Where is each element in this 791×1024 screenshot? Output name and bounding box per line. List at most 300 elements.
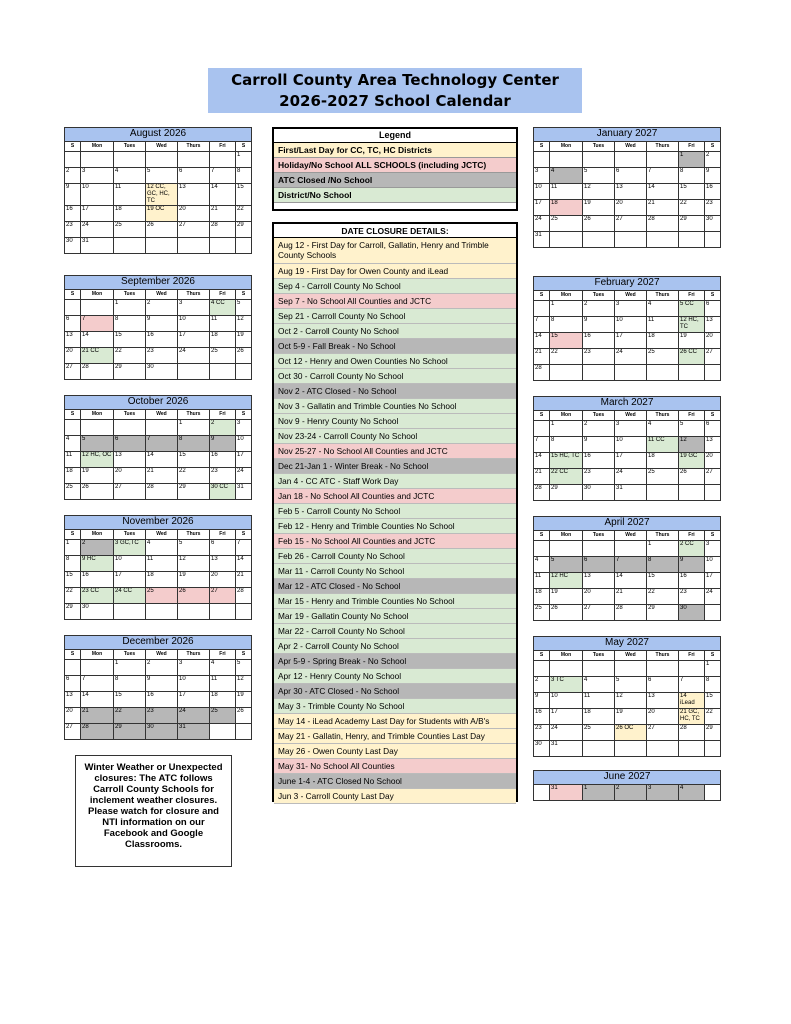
day-cell: 12 <box>236 316 252 332</box>
empty-cell <box>615 541 647 557</box>
week-row <box>65 332 252 348</box>
day-cell: 1 <box>65 540 81 556</box>
day-cell: 12 <box>178 556 210 572</box>
day-header: Fri <box>210 290 236 300</box>
empty-cell <box>81 300 114 316</box>
empty-cell <box>550 152 583 168</box>
day-cell: 6 <box>705 301 721 317</box>
month-name: June 2027 <box>534 771 721 785</box>
closure-details-list <box>274 238 516 804</box>
day-cell: 23 CC <box>81 588 114 604</box>
day-cell: 5 <box>583 168 615 184</box>
empty-cell <box>146 152 178 168</box>
empty-cell <box>647 485 679 501</box>
day-cell: 16 <box>81 572 114 588</box>
day-cell: 12 HC <box>550 573 583 589</box>
day-cell: 30 <box>146 364 178 380</box>
day-cell: 4 <box>146 540 178 556</box>
day-cell: 27 <box>705 469 721 485</box>
week-row <box>65 588 252 604</box>
day-header: Tues <box>583 291 615 301</box>
week-row <box>534 785 721 801</box>
empty-cell <box>178 604 210 620</box>
day-cell: 9 <box>65 184 81 206</box>
day-cell: 15 <box>550 333 583 349</box>
day-cell: 15 <box>114 692 146 708</box>
day-cell: 6 <box>114 436 146 452</box>
day-cell: 21 <box>146 468 178 484</box>
day-cell: 15 <box>65 572 81 588</box>
week-row <box>65 572 252 588</box>
day-header: Thurs <box>647 142 679 152</box>
day-cell: 15 <box>679 184 705 200</box>
empty-cell <box>615 661 647 677</box>
day-cell: 9 <box>583 317 615 333</box>
day-cell: 29 <box>236 222 252 238</box>
day-cell: 28 <box>210 222 236 238</box>
closure-detail-item: May 21 - Gallatin, Henry, and Trimble Counties Last Day <box>274 729 516 744</box>
closure-detail-item: May 3 - Trimble County No School <box>274 699 516 714</box>
day-cell: 1 <box>114 660 146 676</box>
day-cell: 8 <box>647 557 679 573</box>
day-cell: 29 <box>114 364 146 380</box>
day-header: Fri <box>679 651 705 661</box>
empty-cell <box>705 785 721 801</box>
day-cell: 14 <box>210 184 236 206</box>
empty-cell <box>705 365 721 381</box>
closure-detail-item: Nov 23-24 - Carroll County No School <box>274 429 516 444</box>
day-cell: 2 <box>534 677 550 693</box>
week-row <box>534 437 721 453</box>
day-cell: 3 <box>534 168 550 184</box>
day-header: Mon <box>81 530 114 540</box>
empty-cell <box>583 232 615 248</box>
week-row <box>534 677 721 693</box>
week-row <box>65 708 252 724</box>
weather-note <box>75 755 232 867</box>
day-cell: 7 <box>534 317 550 333</box>
empty-cell <box>178 238 210 254</box>
day-header: Wed <box>615 651 647 661</box>
day-cell: 6 <box>65 676 81 692</box>
day-header: Thurs <box>647 291 679 301</box>
closure-detail-item: Nov 9 - Henry County No School <box>274 414 516 429</box>
day-cell: 21 <box>615 589 647 605</box>
day-cell: 2 CC <box>679 541 705 557</box>
day-header: Wed <box>146 410 178 420</box>
day-cell: 18 <box>647 453 679 469</box>
week-row <box>65 468 252 484</box>
day-cell: 18 <box>583 709 615 725</box>
day-header: Thurs <box>178 650 210 660</box>
month-name: September 2026 <box>65 276 252 290</box>
day-cell: 12 <box>615 693 647 709</box>
empty-cell <box>679 741 705 757</box>
day-cell: 14 <box>647 184 679 200</box>
day-cell: 19 OC <box>146 206 178 222</box>
day-cell: 27 <box>65 364 81 380</box>
empty-cell <box>647 661 679 677</box>
week-row <box>534 317 721 333</box>
day-cell: 26 CC <box>679 349 705 365</box>
day-cell: 18 <box>146 572 178 588</box>
day-cell: 21 GC, HC, TC <box>679 709 705 725</box>
day-cell: 9 <box>146 316 178 332</box>
day-cell: 15 <box>114 332 146 348</box>
day-cell: 31 <box>550 785 583 801</box>
closure-detail-item: May 14 - iLead Academy Last Day for Students with A/B's <box>274 714 516 729</box>
day-header: Fri <box>679 142 705 152</box>
day-cell: 30 <box>705 216 721 232</box>
day-cell: 19 <box>679 333 705 349</box>
day-cell: 16 <box>210 452 236 468</box>
day-cell: 11 CC <box>647 437 679 453</box>
day-cell: 30 <box>81 604 114 620</box>
day-cell: 23 <box>705 200 721 216</box>
day-cell: 23 <box>146 708 178 724</box>
day-header: S <box>705 651 721 661</box>
day-cell: 3 TC <box>550 677 583 693</box>
day-cell: 5 <box>146 168 178 184</box>
day-header: Fri <box>679 531 705 541</box>
week-row <box>534 184 721 200</box>
closure-detail-item: Apr 5-9 - Spring Break - No School <box>274 654 516 669</box>
week-row <box>65 660 252 676</box>
legend-item: Holiday/No School ALL SCHOOLS (including JCTC) <box>274 158 516 173</box>
weather-note-heading: Winter Weather or Unexpected closures: <box>84 762 223 784</box>
day-cell: 7 <box>146 436 178 452</box>
day-cell: 11 <box>65 452 81 468</box>
day-cell: 21 <box>236 572 252 588</box>
closure-detail-item: Nov 25-27 - No School All Counties and JCTC <box>274 444 516 459</box>
day-cell: 8 <box>550 317 583 333</box>
day-cell: 26 <box>146 222 178 238</box>
day-cell: 27 <box>647 725 679 741</box>
day-cell: 12 <box>236 676 252 692</box>
day-cell: 19 <box>236 332 252 348</box>
empty-cell <box>550 661 583 677</box>
day-cell: 9 <box>583 437 615 453</box>
day-cell: 19 <box>236 692 252 708</box>
day-cell: 22 <box>679 200 705 216</box>
closure-detail-item: Apr 12 - Henry County No School <box>274 669 516 684</box>
day-header: S <box>65 650 81 660</box>
day-cell: 23 <box>583 469 615 485</box>
day-cell: 16 <box>146 332 178 348</box>
day-cell: 21 CC <box>81 348 114 364</box>
week-row <box>534 453 721 469</box>
day-cell: 4 <box>550 168 583 184</box>
day-cell: 13 <box>210 556 236 572</box>
day-cell: 23 <box>583 349 615 365</box>
empty-cell <box>534 152 550 168</box>
week-row <box>65 206 252 222</box>
day-cell: 18 <box>210 692 236 708</box>
day-cell: 17 <box>615 333 647 349</box>
day-cell: 6 <box>615 168 647 184</box>
day-cell: 20 <box>705 333 721 349</box>
day-cell: 22 <box>178 468 210 484</box>
day-header: Tues <box>114 142 146 152</box>
empty-cell <box>647 365 679 381</box>
day-cell: 16 <box>705 184 721 200</box>
day-cell: 20 <box>65 708 81 724</box>
closure-detail-item: May 31- No School All Counties <box>274 759 516 774</box>
week-row <box>534 725 721 741</box>
day-cell: 3 <box>178 660 210 676</box>
empty-cell <box>534 421 550 437</box>
day-header: Mon <box>81 650 114 660</box>
week-row <box>65 168 252 184</box>
day-cell: 6 <box>178 168 210 184</box>
closure-detail-item: Mar 12 - ATC Closed - No School <box>274 579 516 594</box>
day-cell: 2 <box>81 540 114 556</box>
day-cell: 29 <box>679 216 705 232</box>
day-header: Mon <box>81 142 114 152</box>
day-cell: 30 <box>583 485 615 501</box>
day-cell: 23 <box>65 222 81 238</box>
closure-detail-item: Sep 4 - Carroll County No School <box>274 279 516 294</box>
day-cell: 28 <box>615 605 647 621</box>
month-name: October 2026 <box>65 396 252 410</box>
day-cell: 31 <box>178 724 210 740</box>
day-cell: 22 <box>647 589 679 605</box>
day-cell: 16 <box>679 573 705 589</box>
day-cell: 28 <box>81 364 114 380</box>
day-cell: 4 <box>65 436 81 452</box>
day-cell: 24 <box>705 589 721 605</box>
day-cell: 25 <box>65 484 81 500</box>
closure-detail-item: Mar 19 - Gallatin County No School <box>274 609 516 624</box>
empty-cell <box>178 152 210 168</box>
day-cell: 3 <box>236 420 252 436</box>
day-cell: 3 <box>615 301 647 317</box>
empty-cell <box>705 605 721 621</box>
week-row <box>65 436 252 452</box>
week-row <box>65 152 252 168</box>
empty-cell <box>583 365 615 381</box>
closure-detail-item: June 1-4 - ATC Closed No School <box>274 774 516 789</box>
day-cell: 26 <box>679 469 705 485</box>
day-header: Fri <box>210 142 236 152</box>
day-cell: 28 <box>647 216 679 232</box>
empty-cell <box>65 300 81 316</box>
closure-detail-item: Mar 15 - Henry and Trimble Counties No School <box>274 594 516 609</box>
closure-details-heading: DATE CLOSURE DETAILS: <box>274 224 516 238</box>
empty-cell <box>146 604 178 620</box>
week-row <box>65 348 252 364</box>
day-cell: 12 <box>583 184 615 200</box>
day-cell: 14 <box>615 573 647 589</box>
week-row <box>534 557 721 573</box>
closure-detail-item: Apr 2 - Carroll County No School <box>274 639 516 654</box>
day-header: Wed <box>615 411 647 421</box>
day-cell: 5 <box>236 660 252 676</box>
week-row <box>65 364 252 380</box>
day-cell: 13 <box>65 692 81 708</box>
day-cell: 1 <box>679 152 705 168</box>
day-cell: 25 <box>210 348 236 364</box>
empty-cell <box>210 724 236 740</box>
day-cell: 7 <box>679 677 705 693</box>
day-cell: 13 <box>615 184 647 200</box>
day-header: Wed <box>615 531 647 541</box>
day-cell: 20 <box>210 572 236 588</box>
day-header: S <box>236 650 252 660</box>
day-header: S <box>236 142 252 152</box>
week-row <box>65 222 252 238</box>
day-cell: 24 <box>178 348 210 364</box>
closure-detail-item: Mar 22 - Carroll County No School <box>274 624 516 639</box>
empty-cell <box>210 364 236 380</box>
day-cell: 27 <box>114 484 146 500</box>
day-cell: 30 <box>146 724 178 740</box>
day-cell: 7 <box>210 168 236 184</box>
week-row <box>534 301 721 317</box>
day-header: Wed <box>146 142 178 152</box>
closure-detail-item: May 26 - Owen County Last Day <box>274 744 516 759</box>
day-cell: 3 <box>178 300 210 316</box>
day-cell: 5 <box>178 540 210 556</box>
empty-cell <box>583 741 615 757</box>
day-cell: 10 <box>550 693 583 709</box>
week-row <box>534 709 721 725</box>
day-cell: 22 CC <box>550 469 583 485</box>
day-header: S <box>65 530 81 540</box>
month-name: April 2027 <box>534 517 721 531</box>
day-cell: 1 <box>114 300 146 316</box>
day-cell: 18 <box>550 200 583 216</box>
week-row <box>65 238 252 254</box>
closure-detail-item: Nov 2 - ATC Closed - No School <box>274 384 516 399</box>
closure-detail-item: Sep 21 - Carroll County No School <box>274 309 516 324</box>
day-cell: 14 <box>81 692 114 708</box>
day-cell: 3 <box>647 785 679 801</box>
empty-cell <box>236 364 252 380</box>
day-cell: 15 <box>647 573 679 589</box>
day-header: Tues <box>114 650 146 660</box>
day-cell: 3 GC,TC <box>114 540 146 556</box>
empty-cell <box>550 232 583 248</box>
closure-detail-item: Nov 3 - Gallatin and Trimble Counties No School <box>274 399 516 414</box>
day-cell: 26 <box>583 216 615 232</box>
day-cell: 23 <box>679 589 705 605</box>
day-cell: 18 <box>114 206 146 222</box>
week-row <box>534 693 721 709</box>
calendar-october-2026 <box>64 395 252 500</box>
day-header: Mon <box>550 291 583 301</box>
empty-cell <box>210 238 236 254</box>
day-cell: 20 <box>114 468 146 484</box>
empty-cell <box>679 365 705 381</box>
day-header: Wed <box>146 530 178 540</box>
day-header: Thurs <box>647 531 679 541</box>
day-header: Fri <box>210 530 236 540</box>
day-cell: 17 <box>178 692 210 708</box>
day-cell: 26 <box>178 588 210 604</box>
day-header: S <box>534 291 550 301</box>
day-cell: 25 <box>550 216 583 232</box>
day-header: Tues <box>114 290 146 300</box>
calendar-january-2027 <box>533 127 721 248</box>
day-cell: 28 <box>534 365 550 381</box>
closure-detail-item: Jan 4 - CC ATC - Staff Work Day <box>274 474 516 489</box>
day-cell: 1 <box>647 541 679 557</box>
empty-cell <box>146 238 178 254</box>
week-row <box>534 365 721 381</box>
day-cell: 21 <box>210 206 236 222</box>
day-cell: 4 <box>647 421 679 437</box>
empty-cell <box>647 152 679 168</box>
day-cell: 25 <box>583 725 615 741</box>
empty-cell <box>550 541 583 557</box>
empty-cell <box>615 741 647 757</box>
day-cell: 15 <box>178 452 210 468</box>
day-cell: 28 <box>146 484 178 500</box>
day-cell: 28 <box>236 588 252 604</box>
week-row <box>65 300 252 316</box>
day-header: Tues <box>114 410 146 420</box>
day-cell: 7 <box>81 676 114 692</box>
legend-box <box>272 127 518 211</box>
day-cell: 9 HC <box>81 556 114 572</box>
week-row <box>534 605 721 621</box>
day-cell: 23 <box>210 468 236 484</box>
empty-cell <box>81 660 114 676</box>
day-cell: 20 <box>583 589 615 605</box>
day-header: Fri <box>679 411 705 421</box>
day-cell: 4 <box>679 785 705 801</box>
day-cell: 8 <box>114 316 146 332</box>
day-cell: 17 <box>615 453 647 469</box>
title-line-1: Carroll County Area Technology Center <box>231 71 559 89</box>
day-cell: 11 <box>146 556 178 572</box>
empty-cell <box>679 232 705 248</box>
day-cell: 4 <box>210 660 236 676</box>
day-cell: 1 <box>550 301 583 317</box>
day-header: Mon <box>81 290 114 300</box>
empty-cell <box>705 232 721 248</box>
day-cell: 10 <box>114 556 146 572</box>
closure-detail-item: Jun 3 - Carroll County Last Day <box>274 789 516 804</box>
closure-detail-item: Oct 5-9 - Fall Break - No School <box>274 339 516 354</box>
calendar-april-2027 <box>533 516 721 621</box>
day-cell: 5 <box>81 436 114 452</box>
day-cell: 29 <box>550 485 583 501</box>
week-row <box>534 541 721 557</box>
day-cell: 8 <box>550 437 583 453</box>
day-cell: 10 <box>615 317 647 333</box>
day-cell: 12 <box>679 437 705 453</box>
empty-cell <box>534 661 550 677</box>
day-cell: 15 <box>705 693 721 709</box>
day-cell: 26 <box>236 348 252 364</box>
empty-cell <box>534 541 550 557</box>
month-name: August 2026 <box>65 128 252 142</box>
closure-detail-item: Dec 21-Jan 1 - Winter Break - No School <box>274 459 516 474</box>
day-header: S <box>534 531 550 541</box>
day-cell: 14 <box>146 452 178 468</box>
day-cell: 5 <box>236 300 252 316</box>
day-cell: 24 <box>236 468 252 484</box>
day-header: Thurs <box>178 290 210 300</box>
day-header: Tues <box>114 530 146 540</box>
week-row <box>65 692 252 708</box>
calendar-september-2026 <box>64 275 252 380</box>
week-row <box>534 485 721 501</box>
day-cell: 10 <box>705 557 721 573</box>
day-cell: 6 <box>210 540 236 556</box>
